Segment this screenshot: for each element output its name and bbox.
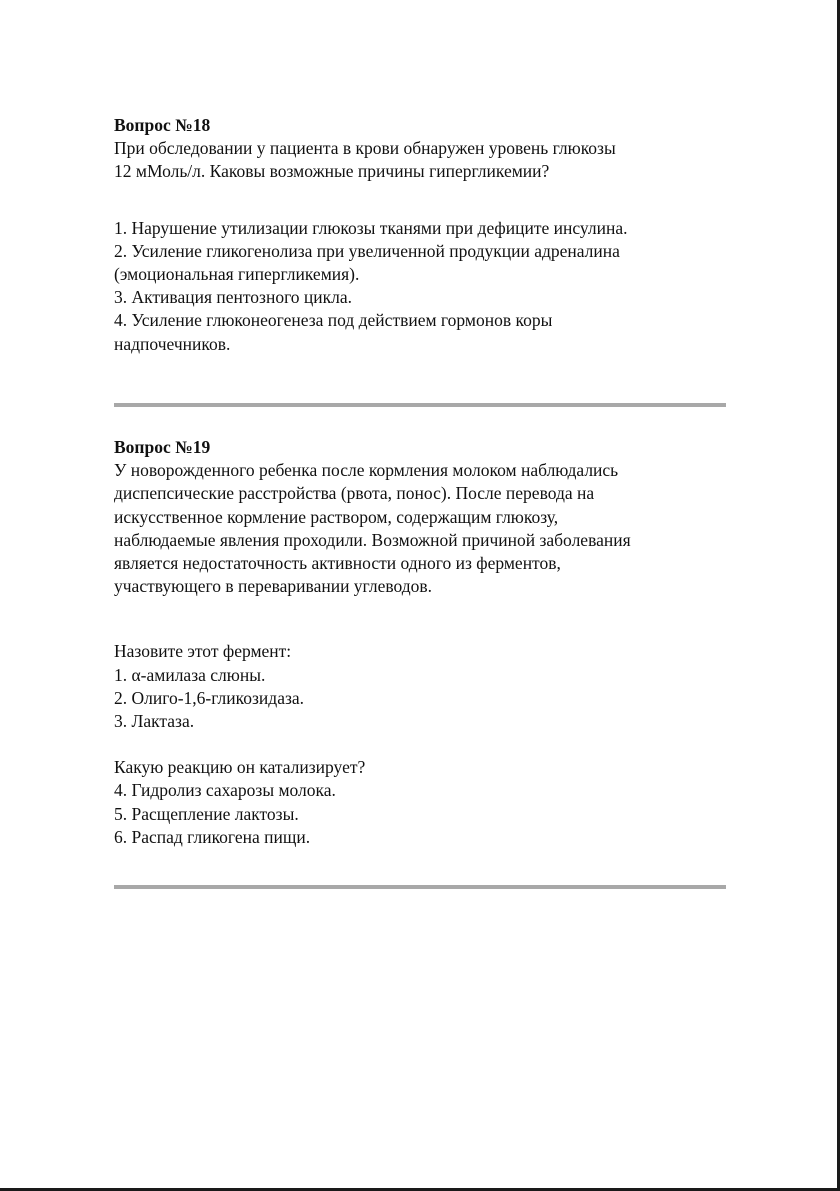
question-19-block: [114, 436, 734, 849]
section-divider-2: [114, 885, 726, 889]
question-19-text-line-1: У новорожденного ребенка после кормления молоком наблюдались: [114, 460, 619, 481]
enzyme-option-1: 1. α-амилаза слюны.: [114, 664, 266, 685]
reaction-option-5: 5. Расщепление лактозы.: [114, 803, 299, 824]
question-18-answer-2: 2. Усиление гликогенолиза при увеличенной продукции адреналина: [114, 240, 620, 261]
question-19-title: Вопрос №19: [114, 437, 211, 457]
reaction-prompt: Какую реакцию он катализирует?: [114, 757, 366, 778]
question-18-title: Вопрос №18: [114, 115, 211, 135]
reaction-option-6: 6. Распад гликогена пищи.: [114, 826, 311, 847]
question-18-text-line-2: 12 мМоль/л. Каковы возможные причины гипергликемии?: [114, 161, 550, 182]
enzyme-prompt: Назовите этот фермент:: [114, 641, 292, 662]
question-18-answer-4: 4. Усиление глюконеогенеза под действием гормонов коры: [114, 310, 553, 331]
question-18-text-line-1: При обследовании у пациента в крови обнаружен уровень глюкозы: [114, 138, 616, 159]
question-19-text-line-2: диспепсические расстройства (рвота, понос). После перевода на: [114, 483, 595, 504]
question-19-text-line-4: наблюдаемые явления проходили. Возможной причиной заболевания: [114, 529, 631, 550]
question-18-answer-1: 1. Нарушение утилизации глюкозы тканями при дефиците инсулина.: [114, 217, 628, 238]
question-18-block: [114, 114, 734, 356]
reaction-option-4: 4. Гидролиз сахарозы молока.: [114, 780, 336, 801]
question-19-text-line-6: участвующего в переваривании углеводов.: [114, 576, 433, 597]
question-18-answer-2-cont: (эмоциональная гипергликемия).: [114, 264, 360, 285]
enzyme-option-3: 3. Лактаза.: [114, 711, 195, 732]
question-18-answer-4-cont: надпочечников.: [114, 333, 231, 354]
question-19-text-line-5: является недостаточность активности одного из ферментов,: [114, 553, 561, 574]
question-19-text-line-3: искусственное кормление раствором, содержащим глюкозу,: [114, 506, 559, 527]
enzyme-option-2: 2. Олиго-1,6-гликозидаза.: [114, 687, 305, 708]
question-18-answer-3: 3. Активация пентозного цикла.: [114, 287, 353, 308]
section-divider-1: [114, 403, 726, 407]
